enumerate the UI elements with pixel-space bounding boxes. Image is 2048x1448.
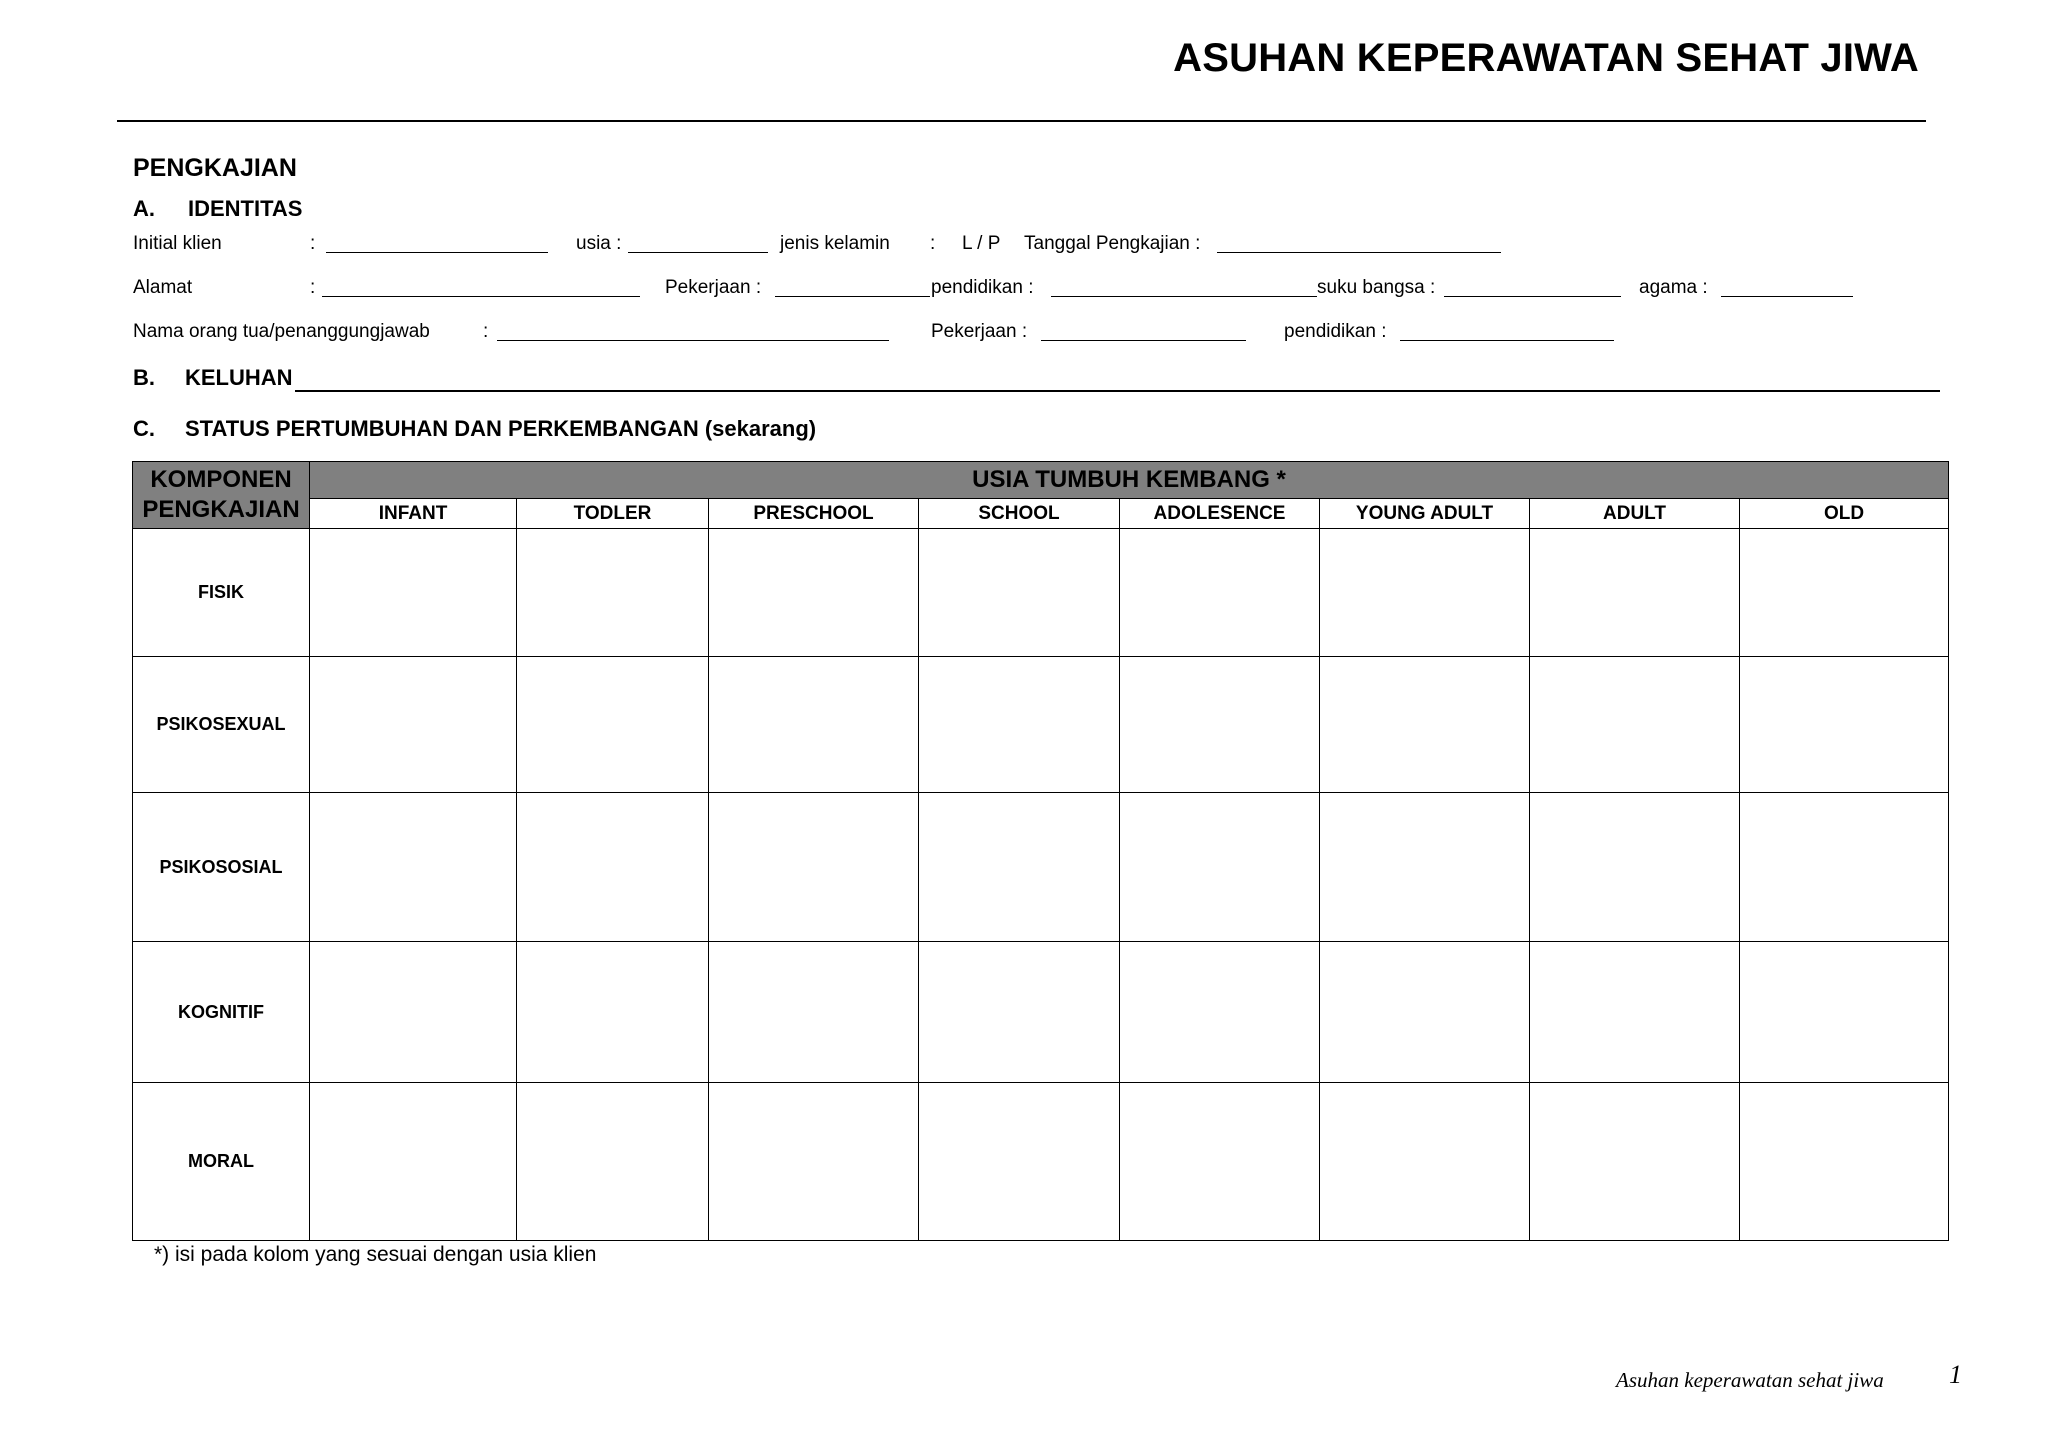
- field-pendidikan[interactable]: [1051, 279, 1317, 302]
- age-header-row: [133, 499, 1949, 529]
- label-jenis-kelamin: jenis kelamin: [780, 233, 890, 254]
- field-suku-bangsa[interactable]: [1444, 279, 1621, 302]
- label-pendidikan-ortu: pendidikan :: [1284, 321, 1387, 342]
- header-komponen-line1: KOMPONEN: [150, 466, 292, 493]
- table-cell[interactable]: [310, 793, 517, 942]
- field-pendidikan-ortu[interactable]: [1400, 323, 1614, 346]
- table-cell[interactable]: [709, 529, 919, 657]
- label-pendidikan: pendidikan :: [931, 277, 1034, 298]
- table-cell[interactable]: [1320, 1083, 1530, 1241]
- footnote: *) isi pada kolom yang sesuai dengan usia klien: [154, 1243, 597, 1266]
- label-pekerjaan-ortu: Pekerjaan :: [931, 321, 1028, 342]
- table-cell[interactable]: [517, 1083, 709, 1241]
- table-cell[interactable]: [1320, 529, 1530, 657]
- table-cell[interactable]: [1740, 942, 1949, 1083]
- table-cell[interactable]: [517, 529, 709, 657]
- header-usia-tumbuh-kembang: USIA TUMBUH KEMBANG *: [310, 462, 1949, 499]
- table-cell[interactable]: [1530, 942, 1740, 1083]
- row-label: MORAL: [133, 1083, 310, 1241]
- table-cell[interactable]: [517, 942, 709, 1083]
- column-header: OLD: [1740, 499, 1949, 529]
- table-cell[interactable]: [919, 793, 1120, 942]
- table-cell[interactable]: [1740, 657, 1949, 793]
- field-nama-orang-tua[interactable]: [497, 323, 889, 346]
- page-number: 1: [1949, 1360, 1962, 1389]
- label-agama: agama :: [1639, 277, 1708, 298]
- section-c-heading: [133, 416, 817, 442]
- section-c-title: STATUS PERTUMBUHAN DAN PERKEMBANGAN (sekarang): [185, 416, 817, 441]
- header-komponen-pengkajian: [133, 462, 310, 529]
- table-row: [133, 657, 1949, 793]
- section-a-heading: [133, 196, 303, 222]
- table-cell[interactable]: [1320, 657, 1530, 793]
- table-row: [133, 1083, 1949, 1241]
- table-body: [133, 529, 1949, 1241]
- table-cell[interactable]: [1740, 529, 1949, 657]
- table-cell[interactable]: [310, 529, 517, 657]
- table-cell[interactable]: [1320, 793, 1530, 942]
- field-keluhan[interactable]: [295, 368, 1940, 392]
- colon: :: [930, 233, 936, 254]
- column-header: INFANT: [310, 499, 517, 529]
- table-cell[interactable]: [1740, 793, 1949, 942]
- table-cell[interactable]: [919, 657, 1120, 793]
- column-header: ADOLESENCE: [1120, 499, 1320, 529]
- section-a-title: IDENTITAS: [188, 196, 303, 221]
- table-cell[interactable]: [1740, 1083, 1949, 1241]
- column-header: ADULT: [1530, 499, 1740, 529]
- table-cell[interactable]: [919, 529, 1120, 657]
- label-pekerjaan: Pekerjaan :: [665, 277, 762, 298]
- table-cell[interactable]: [1530, 657, 1740, 793]
- table-cell[interactable]: [1120, 942, 1320, 1083]
- field-usia[interactable]: [628, 235, 768, 258]
- table-cell[interactable]: [1120, 1083, 1320, 1241]
- section-b-heading: [133, 365, 293, 391]
- table-cell[interactable]: [1120, 529, 1320, 657]
- column-header: SCHOOL: [919, 499, 1120, 529]
- colon: :: [310, 277, 316, 298]
- label-alamat: Alamat: [133, 277, 193, 298]
- table-cell[interactable]: [709, 1083, 919, 1241]
- field-alamat[interactable]: [322, 279, 640, 302]
- label-nama-orang-tua: Nama orang tua/penanggungjawab: [133, 321, 430, 342]
- table-cell[interactable]: [517, 657, 709, 793]
- field-agama[interactable]: [1721, 279, 1853, 302]
- table-cell[interactable]: [1120, 793, 1320, 942]
- section-c-letter: C.: [133, 416, 155, 441]
- row-label: PSIKOSEXUAL: [133, 657, 310, 793]
- label-tanggal-pengkajian: Tanggal Pengkajian :: [1024, 233, 1201, 254]
- table-cell[interactable]: [709, 942, 919, 1083]
- colon: :: [483, 321, 489, 342]
- label-initial-klien: Initial klien: [133, 233, 222, 254]
- title-divider: [117, 120, 1926, 122]
- table-cell[interactable]: [709, 657, 919, 793]
- footer-text: Asuhan keperawatan sehat jiwa: [1616, 1368, 1884, 1392]
- header-komponen-line2: PENGKAJIAN: [142, 496, 300, 523]
- field-pekerjaan[interactable]: [775, 279, 930, 302]
- table-cell[interactable]: [1320, 942, 1530, 1083]
- table-cell[interactable]: [517, 793, 709, 942]
- field-jenis-kelamin-lp[interactable]: L / P: [962, 233, 1001, 254]
- table-cell[interactable]: [709, 793, 919, 942]
- section-b-title: KELUHAN: [185, 365, 293, 390]
- table-cell[interactable]: [1530, 529, 1740, 657]
- field-initial-klien[interactable]: [326, 235, 548, 258]
- label-usia: usia :: [576, 233, 622, 254]
- table-cell[interactable]: [1530, 1083, 1740, 1241]
- table-row: [133, 793, 1949, 942]
- table-cell[interactable]: [919, 942, 1120, 1083]
- table-cell[interactable]: [310, 657, 517, 793]
- table-cell[interactable]: [310, 942, 517, 1083]
- row-label: PSIKOSOSIAL: [133, 793, 310, 942]
- table-row: [133, 942, 1949, 1083]
- field-tanggal-pengkajian[interactable]: [1217, 235, 1501, 258]
- colon: :: [310, 233, 316, 254]
- table-cell[interactable]: [310, 1083, 517, 1241]
- section-heading-pengkajian: PENGKAJIAN: [133, 154, 297, 182]
- growth-development-table: [132, 461, 1948, 1240]
- column-header: PRESCHOOL: [709, 499, 919, 529]
- table-row: [133, 529, 1949, 657]
- table-cell[interactable]: [919, 1083, 1120, 1241]
- table-cell[interactable]: [1530, 793, 1740, 942]
- row-label: KOGNITIF: [133, 942, 310, 1083]
- field-pekerjaan-ortu[interactable]: [1041, 323, 1246, 346]
- label-suku-bangsa: suku bangsa :: [1317, 277, 1436, 298]
- table-cell[interactable]: [1120, 657, 1320, 793]
- section-b-letter: B.: [133, 365, 155, 390]
- row-label: FISIK: [133, 529, 310, 657]
- document-title: ASUHAN KEPERAWATAN SEHAT JIWA: [1173, 36, 1919, 80]
- column-header: YOUNG ADULT: [1320, 499, 1530, 529]
- column-header: TODLER: [517, 499, 709, 529]
- section-a-letter: A.: [133, 196, 155, 221]
